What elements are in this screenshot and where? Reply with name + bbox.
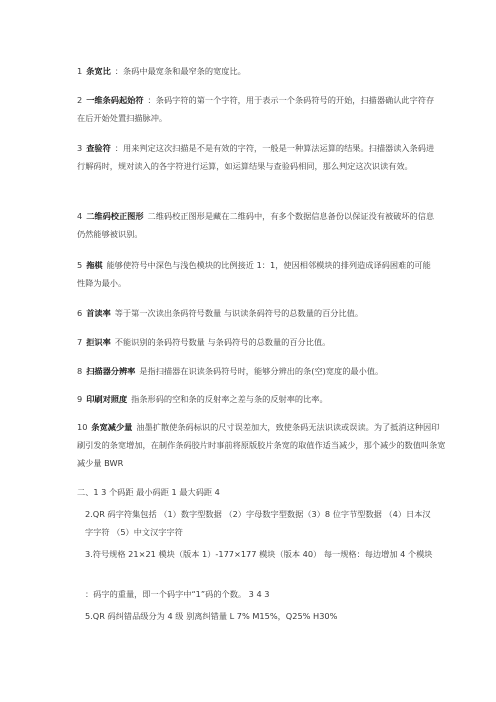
- section2-colon-line: ：码字的重量，即一个码字中“1”码的个数。 3 4 3: [85, 589, 270, 599]
- definition-number: 10: [77, 422, 88, 432]
- section2-item-5: 5.QR 码纠错品级分为 4 级 别离纠错量 L 7% M15%，Q25% H30%: [85, 611, 338, 621]
- section2-item-2: 2.QR 码字符集包括 （1）数字型数据 （2）字母数字型数据（3）8 位字节型数据 （4）日本汉字字符 （5）中文汉字字符: [85, 509, 431, 537]
- definition-7: [77, 333, 437, 351]
- definition-number: 2: [77, 95, 83, 105]
- definition-3: [77, 139, 437, 175]
- definition-term: 二维码校正图形: [86, 211, 144, 221]
- definition-number: 5: [77, 260, 83, 270]
- definition-text: 能够使符号中深色与浅色模块的比例接近 1：1，使因相邻模块的排列造成译码困难的可能性降为最小。: [77, 260, 431, 288]
- section2-item-3: 3.符号规格 21×21 模块（版本 1）-177×177 模块（版本 40） 每一规格：每边增加 4 个模块: [85, 549, 433, 559]
- definition-8: [77, 362, 437, 380]
- definition-number: 7: [77, 337, 83, 347]
- definition-number: 9: [77, 394, 83, 404]
- definition-text: 条码字符的第一个字符，用于表示一个条码符号的开始，扫描器确认此字符存在后开始处置扫描脉冲。: [77, 95, 435, 123]
- definition-number: 6: [77, 308, 83, 318]
- definition-text: 等于第一次读出条码符号数量 与识读条码符号的总数量的百分比值。: [114, 308, 364, 318]
- definition-term: 条宽比: [86, 66, 111, 76]
- definition-separator: ：: [114, 66, 123, 76]
- definition-term: 查验符: [86, 143, 111, 153]
- definition-text: 指条形码的空和条的反射率之差与条的反射率的比率。: [131, 394, 328, 404]
- definition-2: [77, 91, 437, 127]
- definition-4: [77, 207, 437, 243]
- definition-term: 条宽减少量: [91, 422, 133, 432]
- definition-number: 4: [77, 211, 83, 221]
- definition-number: 8: [77, 366, 83, 376]
- definition-separator: ：: [114, 143, 123, 153]
- definition-term: 拒识率: [86, 337, 111, 347]
- definition-text: 条码中最宽条和最窄条的宽度比。: [123, 66, 246, 76]
- definition-text: 不能识别的条码符号数量 与条码符号的总数量的百分比值。: [114, 337, 331, 347]
- definition-term: 拖棋: [86, 260, 103, 270]
- definition-9: [77, 390, 437, 408]
- definition-1: [77, 62, 437, 80]
- definition-separator: ：: [147, 95, 156, 105]
- definition-5: [77, 256, 437, 292]
- definition-text: 用来判定这次扫描是不是有效的字符，一般是一种算法运算的结果。扫描器读入条码进行解码时，规对读入的各字符进行运算，如运算结果与查验码相同，那么判定这次识读有效。: [77, 143, 435, 171]
- definition-text: 二维码校正图形是藏在二维码中，有多个数据信息备份以保证没有被破坏的信息仍然能够被识别。: [77, 211, 435, 239]
- definition-term: 印刷对照度: [86, 394, 128, 404]
- definition-text: 油墨扩散使条码标识的尺寸误差加大，致使条码无法识读或误读。为了抵消这种因印刷引发的条宽增加，在制作条码胶片时事前将原版胶片条宽的取值作适当减少，那个减少的数值叫条宽减少量 BWR: [77, 422, 446, 468]
- definition-term: 首读率: [86, 308, 111, 318]
- definition-term: 一维条码起始符: [86, 95, 144, 105]
- definition-number: 1: [77, 66, 83, 76]
- definition-text: 是指扫描器在识读条码符号时，能够分辨出的条(空)宽度的最小值。: [139, 366, 384, 376]
- definition-10: [77, 418, 447, 472]
- definition-number: 3: [77, 143, 83, 153]
- definition-term: 扫描器分辨率: [86, 366, 136, 376]
- definition-6: [77, 304, 437, 322]
- section2-heading: 二、1 3 个码距 最小码距 1 最大码距 4: [77, 487, 220, 497]
